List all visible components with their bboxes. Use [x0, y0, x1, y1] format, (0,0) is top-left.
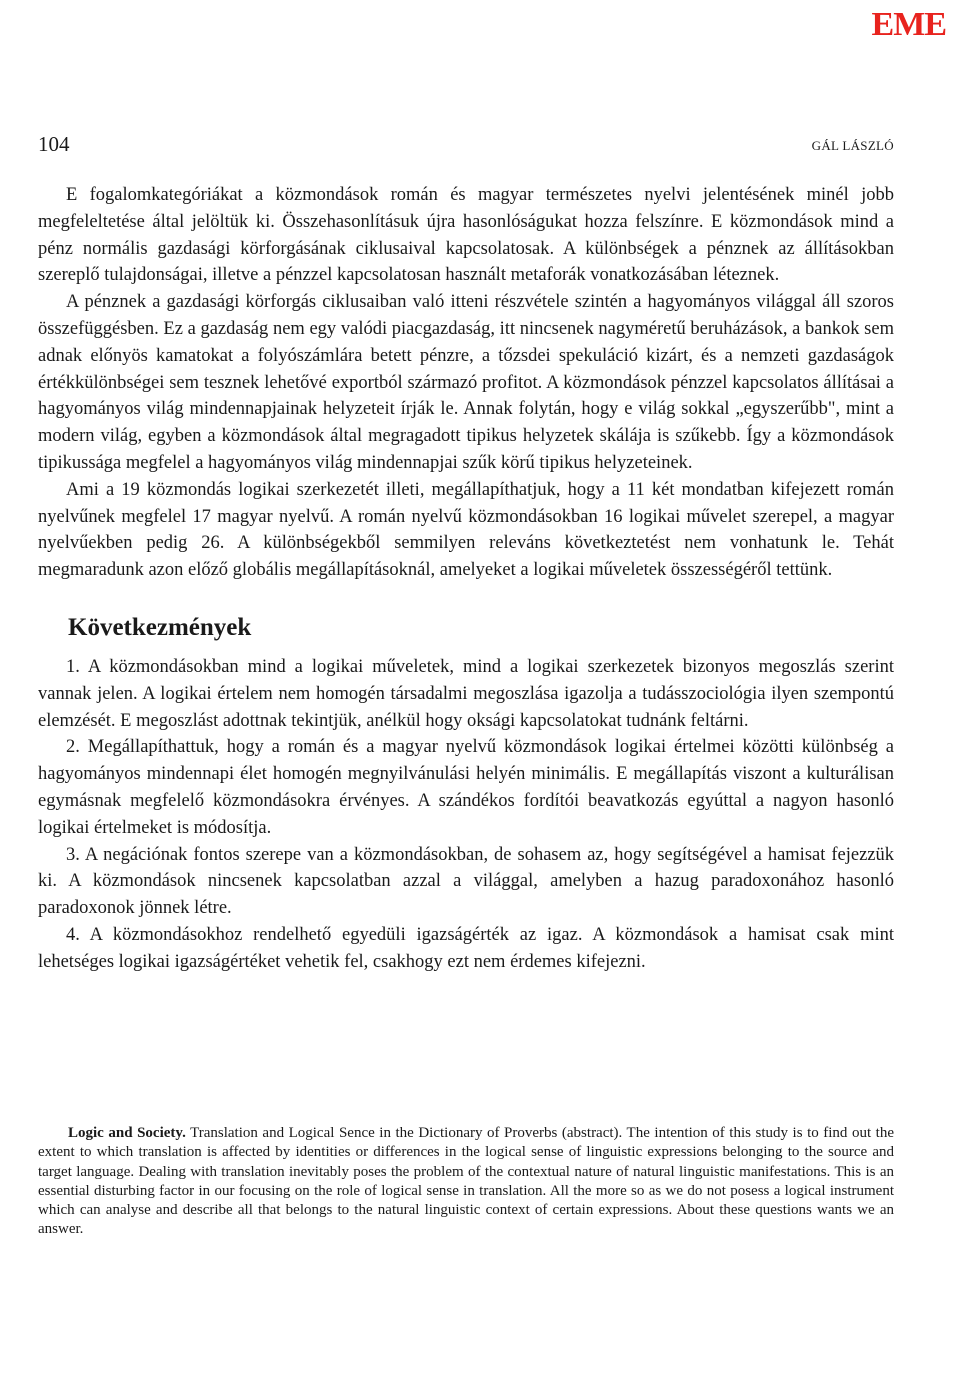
page-header [38, 132, 894, 162]
conclusion-item: 4. A közmondásokhoz rendelhető egyedüli igazságérték az igaz. A közmondások a hamisat csak mint lehetséges logikai igazságértéket vehetik fel, csakhogy ezt nem érdemes kifejezni. [38, 924, 894, 972]
conclusion-item: 2. Megállapíthattuk, hogy a román és a magyar nyelvű közmondások logikai értelmei közötti különbség a hagyományos mindennapi élet homogén megnyilvánulási helyén minimális. E megállapítás viszont a kulturálisan egymásnak megfelelő közmondásokra érvényes. A szándékos fordítói beavatkozás egyúttal a nagyon hasonló logikai értelmeket is módosítja. [38, 737, 894, 838]
body-paragraph: E fogalomkategóriákat a közmondások román és magyar természetes nyelvi jelentésének minél jobb megfeleltetése által jelöltük ki. Összehasonlításuk újra hasonlóságukat hozza felszínre. E közmondások mind a pénz normális gazdasági körforgásának ciklusaival kapcsolatosak. A különbségek a pénznek az állításokban szereplő tulajdonságai, illetve a pénzzel kapcsolatosan használt metaforák vonatkozásában léteznek. [38, 185, 894, 286]
publisher-logo: EME [871, 6, 946, 43]
page-number: 104 [38, 132, 70, 156]
abstract-title: Logic and Society. [68, 1125, 186, 1141]
running-head-author: GÁL LÁSZLÓ [811, 138, 894, 153]
abstract-text: Translation and Logical Sence in the Dictionary of Proverbs (abstract). The intention of this study is to find out the extent to which translation is affected by identities or differences in the logical sense of linguistic expressions belonging to the source and target language. Dealing with translation inevitably poses the problem of the contextual nature of natural linguistic manifestations. This is an essential disturbing factor in our focusing on the role of logical sense in translation. All the more so as we do not posess a logical instrument which can analyse and describe all that belongs to the natural linguistic context of certain expressions. About these questions wants we an answer. [38, 1125, 894, 1238]
conclusion-item: 1. A közmondásokban mind a logikai műveletek, mind a logikai szerkezetek bizonyos megoszlás szerint vannak jelen. A logikai értelem nem homogén társadalmi megoszlása igazolja a tudásszociológia ilyen szempontú elemzését. E megoszlást adottnak tekintjük, anélkül hogy oksági kapcsolatokat tudnánk feltárni. [38, 656, 894, 731]
body-paragraph: Ami a 19 közmondás logikai szerkezetét illeti, megállapíthatjuk, hogy a 11 két mondatban kifejezett román nyelvűnek megfelel 17 magyar nyelvű. A román nyelvű közmondásokban 16 logikai művelet szerepel, a magyar nyelvűekben pedig 26. A különbségekből semmilyen releváns következtetést nem vonhatunk le. Tehát megmaradunk azon előző globális megállapításoknál, amelyeket a logikai műveletek összességéről tettünk. [38, 479, 894, 581]
section-heading: Következmények [68, 613, 252, 641]
conclusion-item: 3. A negációnak fontos szerepe van a közmondásokban, de sohasem az, hogy segítségével a hamisat fejezzük ki. A közmondások nincsenek kapcsolatban azzal a világgal, amelyben a hazug paradoxonához hasonló paradoxonok jönnek létre. [38, 844, 894, 919]
english-abstract [38, 1124, 894, 1240]
body-paragraph: A pénznek a gazdasági körforgás ciklusaiban való itteni részvétele szintén a hagyományos világgal áll szoros összefüggésben. Ez a gazdaság nem egy valódi piacgazdaság, itt nincsenek nagyméretű beruházások, a bankok sem adnak előnyös kamatokat a folyószámlára betett pénzre, a tőzsdei spekuláció kizárt, és a nemzeti gazdaságok értékkülönbségei sem tesznek lehetővé exportból származó profitot. A közmondások pénzzel kapcsolatos állításai a hagyományos világ mindennapjainak helyzeteit írják le. Annak folytán, hogy e világ sokkal „egyszerűbb", mint a modern világ, egyben a közmondások által megragadott tipikus helyzetek skálája is szűkebb. Így a közmondások tipikussága megfelel a hagyományos világ mindennapjai szűk körű tipikus helyzeteinek. [38, 292, 894, 473]
article-body [38, 182, 894, 976]
